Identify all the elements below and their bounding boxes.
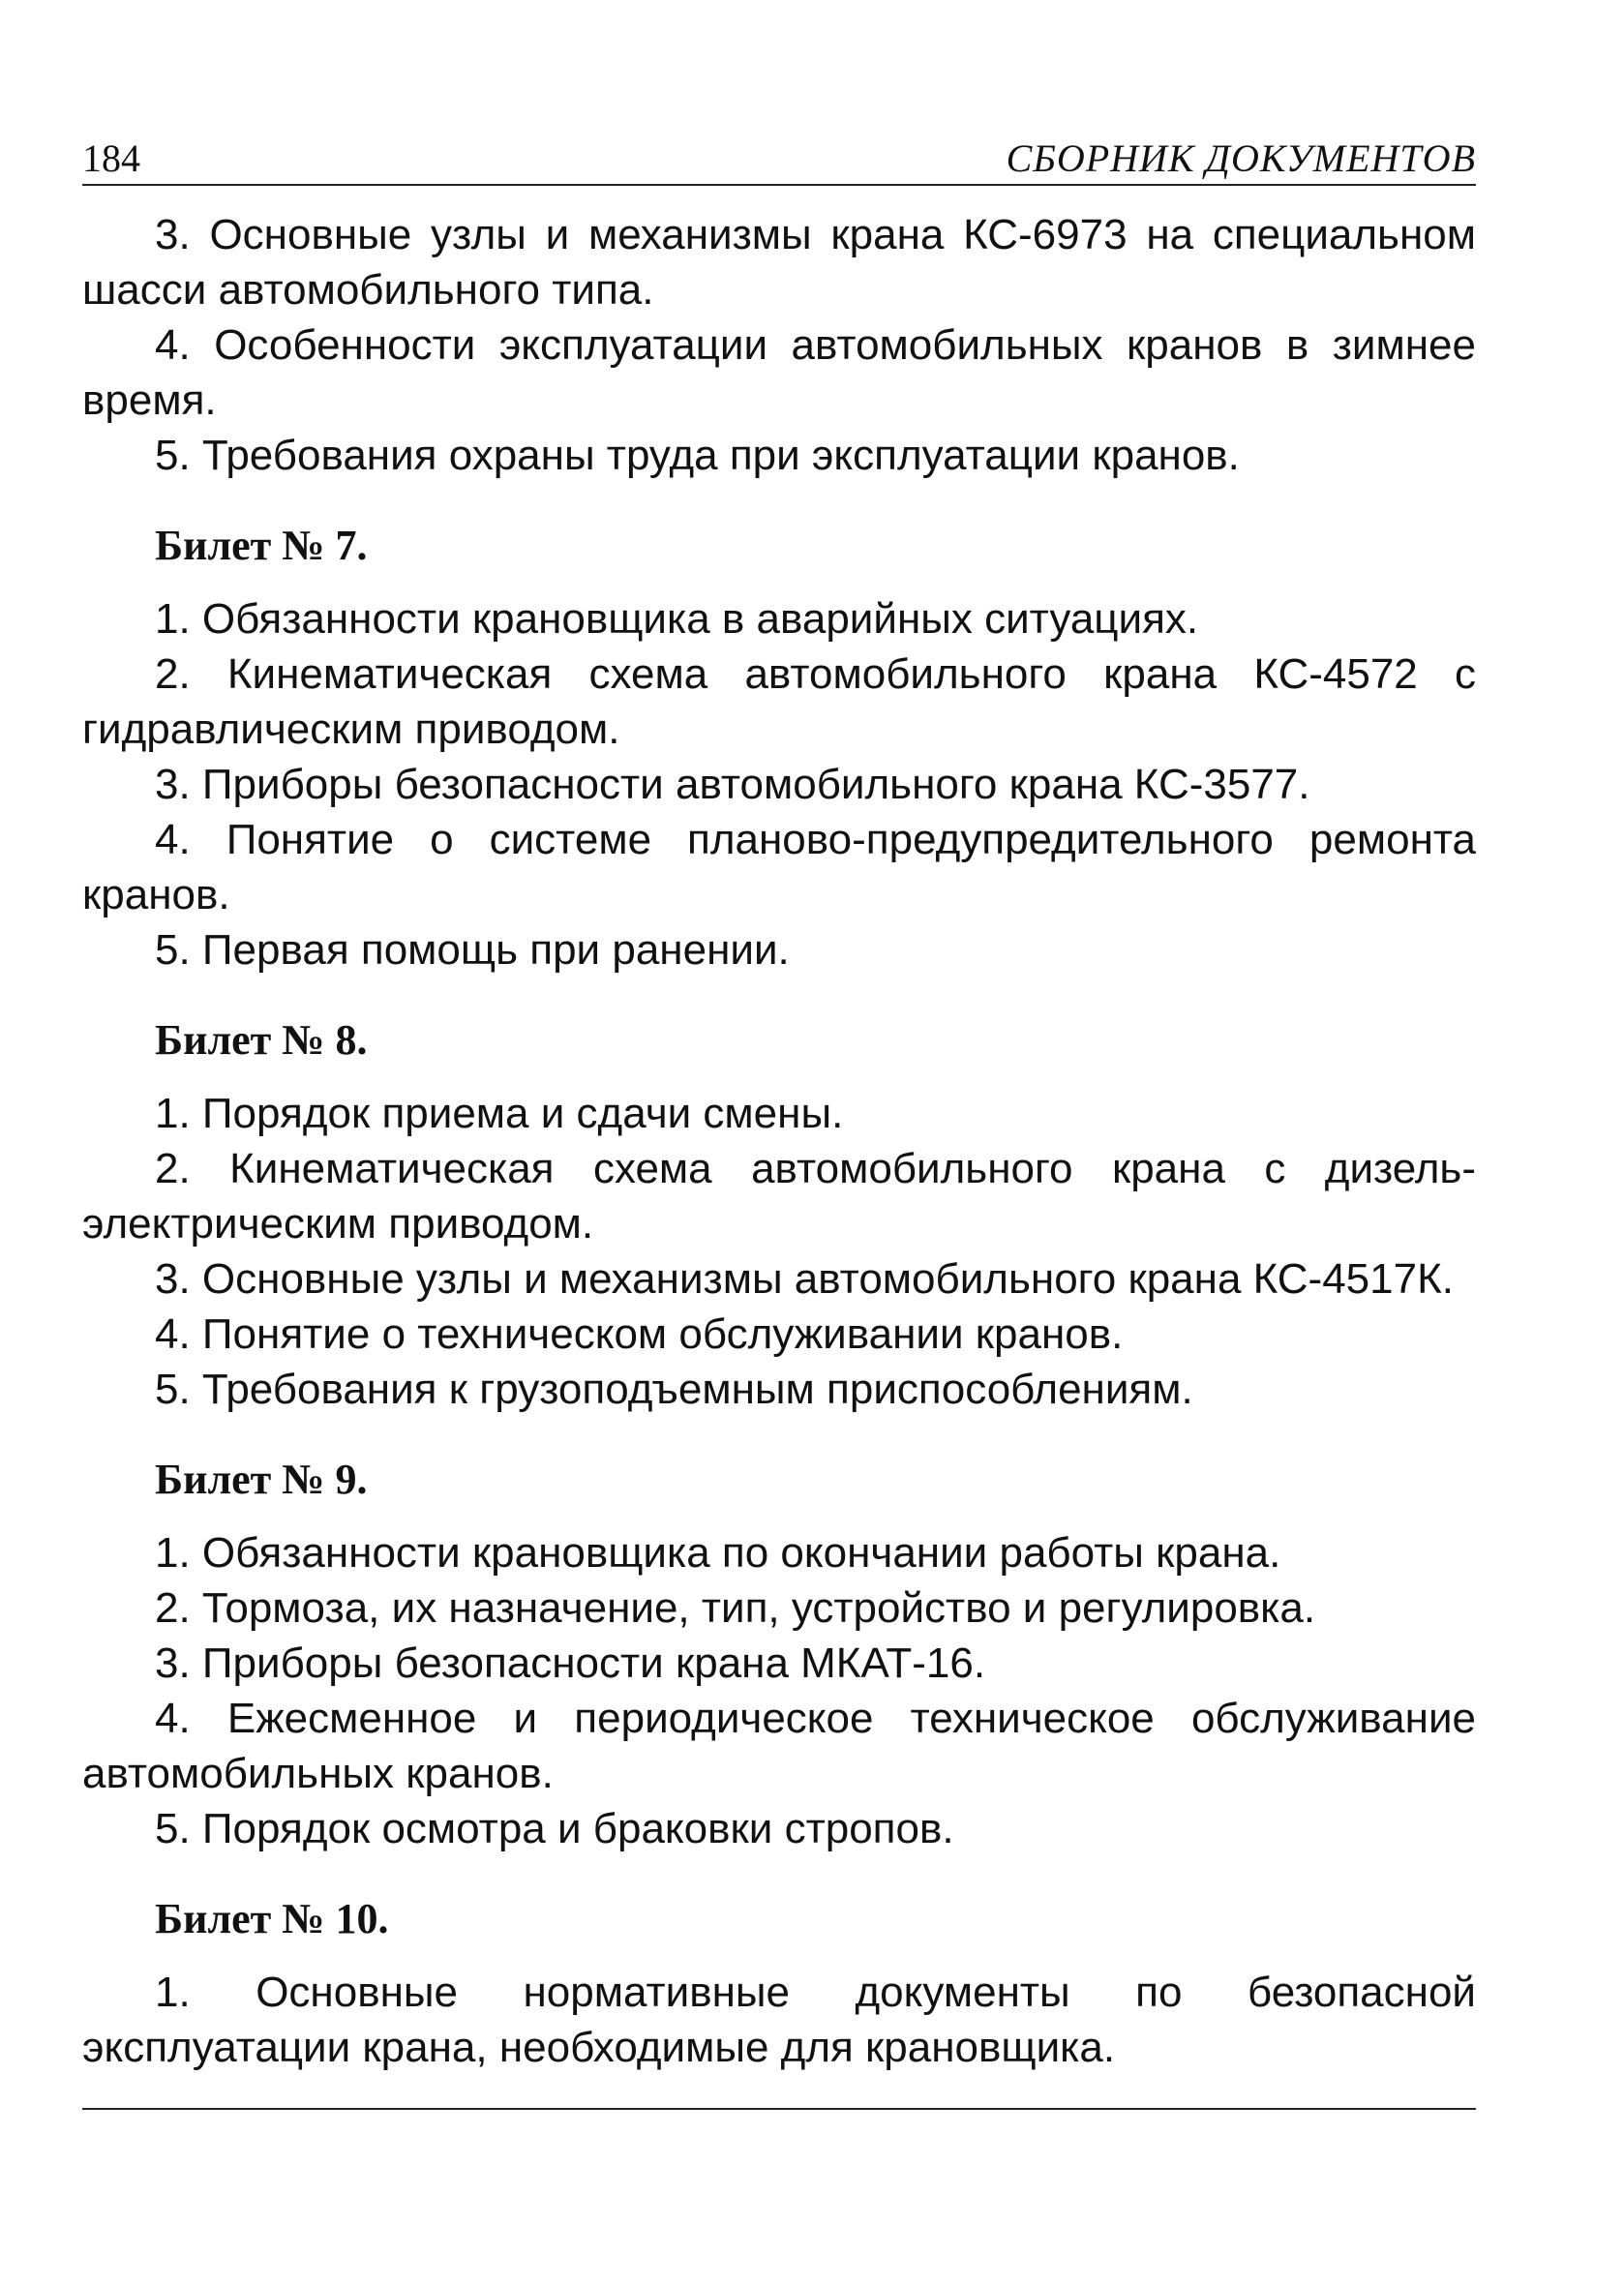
ticket-7 <box>82 518 1476 978</box>
book-page <box>82 116 1476 2075</box>
list-item: 2. Тормоза, их назначение, тип, устройство и регулировка. <box>155 1584 1316 1632</box>
list-item: 5. Порядок осмотра и браковки стропов. <box>155 1805 954 1852</box>
list-item: 3. Приборы безопасности крана МКАТ-16. <box>155 1639 986 1687</box>
ticket-8 <box>82 1012 1476 1417</box>
list-item: 2. Кинематическая схема автомобильного крана с дизель-электрическим приводом. <box>82 1145 1476 1248</box>
bottom-rule <box>82 2108 1476 2110</box>
list-item: 5. Требования охраны труда при эксплуатации кранов. <box>155 432 1240 479</box>
list-item: 1. Обязанности крановщика по окончании работы крана. <box>155 1529 1281 1577</box>
list-item: 1. Порядок приема и сдачи смены. <box>155 1090 844 1137</box>
list-item: 4. Понятие о техническом обслуживании кранов. <box>155 1310 1124 1358</box>
page-number: 184 <box>82 136 140 180</box>
page-content <box>82 207 1476 2075</box>
list-item: 5. Требования к грузоподъемным приспособлениям. <box>155 1366 1193 1413</box>
ticket-9 <box>82 1452 1476 1856</box>
list-item: 4. Понятие о системе планово-предупредительного ремонта кранов. <box>82 816 1476 918</box>
list-item: 4. Особенности эксплуатации автомобильных кранов в зимнее время. <box>82 321 1476 424</box>
ticket-title: Билет № 9. <box>155 1456 368 1503</box>
list-item: 5. Первая помощь при ранении. <box>155 926 790 974</box>
list-item: 3. Основные узлы и механизмы автомобильного крана КС-4517К. <box>155 1255 1454 1303</box>
list-item: 2. Кинематическая схема автомобильного крана КС-4572 с гидравлическим приводом. <box>82 650 1476 753</box>
list-item: 3. Приборы безопасности автомобильного крана КС-3577. <box>155 761 1310 808</box>
list-item: 4. Ежесменное и периодическое техническое обслуживание автомобильных кранов. <box>82 1695 1476 1797</box>
list-item: 1. Основные нормативные документы по безопасной эксплуатации крана, необходимые для крановщика. <box>82 1969 1476 2071</box>
ticket-title: Билет № 10. <box>155 1895 389 1942</box>
list-item: 1. Обязанности крановщика в аварийных ситуациях. <box>155 595 1199 643</box>
ticket-10 <box>82 1891 1476 2075</box>
ticket-title: Билет № 7. <box>155 522 368 569</box>
list-item: 3. Основные узлы и механизмы крана КС-6973 на специальном шасси автомобильного типа. <box>82 211 1476 314</box>
running-title: СБОРНИК ДОКУМЕНТОВ <box>1006 136 1476 180</box>
running-header <box>82 116 1476 186</box>
ticket-title: Билет № 8. <box>155 1016 368 1064</box>
